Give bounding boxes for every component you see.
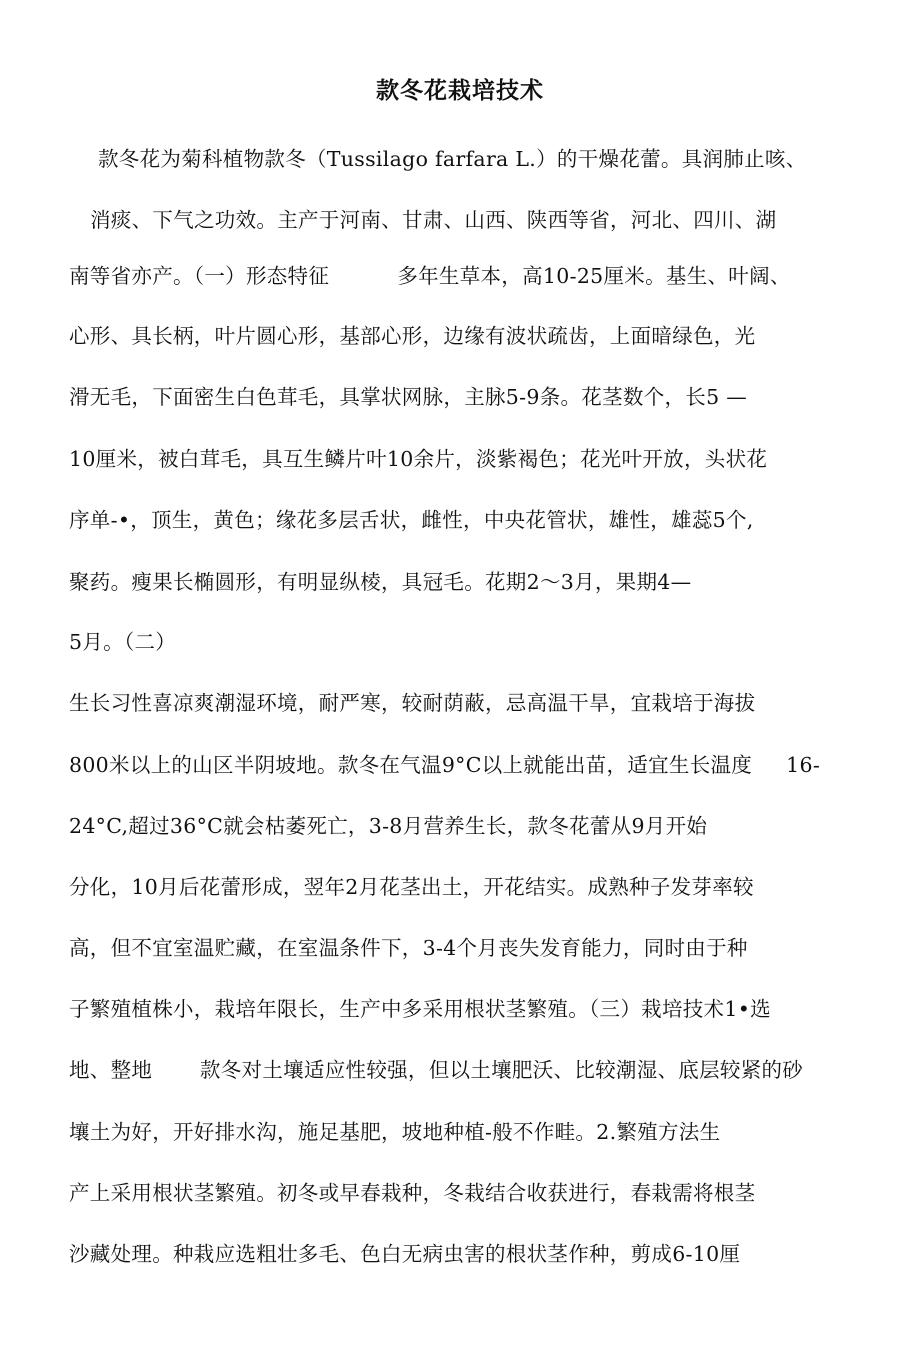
paragraph-line: 分化，10月后花蕾形成，翌年2月花茎出土，开花结实。成熟种子发芽率较 [69, 875, 754, 899]
paragraph-line: 高，但不宜室温贮藏，在室温条件下，3-4个月丧失发育能力，同时由于种 [69, 936, 748, 960]
paragraph-line: 10厘米，被白茸毛，具互生鳞片叶10余片，淡紫褐色；花光叶开放，头状花 [69, 447, 768, 471]
paragraph-line: 心形、具长柄，叶片圆心形，基部心形，边缘有波状疏齿，上面暗绿色，光 [69, 324, 756, 348]
paragraph-line: 24°C,超过36°C就会枯萎死亡，3-8月营养生长，款冬花蕾从9月开始 [69, 814, 708, 838]
document-title: 款冬花栽培技术 [376, 77, 544, 104]
paragraph-line: 滑无毛，下面密生白色茸毛，具掌状网脉，主脉5-9条。花茎数个，长5 — [69, 385, 748, 409]
paragraph-line: 800米以上的山区半阴坡地。款冬在气温9°C以上就能出苗，适宜生长温度 16- [69, 753, 821, 777]
paragraph-line: 壤土为好，开好排水沟，施足基肥，坡地种植-般不作畦。2.繁殖方法生 [69, 1120, 721, 1144]
paragraph-line: 5月。（二） [69, 630, 177, 654]
paragraph-line: 南等省亦产。（一）形态特征 多年生草本，高10-25厘米。基生、叶阔、 [69, 264, 791, 288]
paragraph-line: 款冬花为菊科植物款冬（Tussilago farfara L.）的干燥花蕾。具润肺止咳、 [98, 147, 807, 171]
paragraph-line: 消痰、下气之功效。主产于河南、甘肃、山西、陕西等省，河北、四川、湖 [90, 208, 777, 232]
paragraph-line: 产上采用根状茎繁殖。初冬或早春栽种，冬栽结合收获进行，春栽需将根茎 [69, 1181, 756, 1205]
paragraph-line: 序单-•，顶生，黄色；缘花多层舌状，雌性，中央花管状，雄性，雄蕊5个, [69, 508, 754, 532]
paragraph-line: 地、整地 款冬对土壤适应性较强，但以土壤肥沃、比较潮湿、底层较紧的砂 [69, 1058, 804, 1082]
paragraph-line: 聚药。瘦果长椭圆形，有明显纵棱，具冠毛。花期2〜3月，果期4— [69, 570, 692, 594]
paragraph-line: 子繁殖植株小，栽培年限长，生产中多采用根状茎繁殖。（三）栽培技术1•选 [69, 997, 771, 1021]
paragraph-line: 生长习性喜凉爽潮湿环境，耐严寒，较耐荫蔽，忌高温干旱，宜栽培于海拔 [69, 691, 756, 715]
paragraph-line: 沙藏处理。种栽应选粗壮多毛、色白无病虫害的根状茎作种，剪成6-10厘 [69, 1242, 741, 1266]
